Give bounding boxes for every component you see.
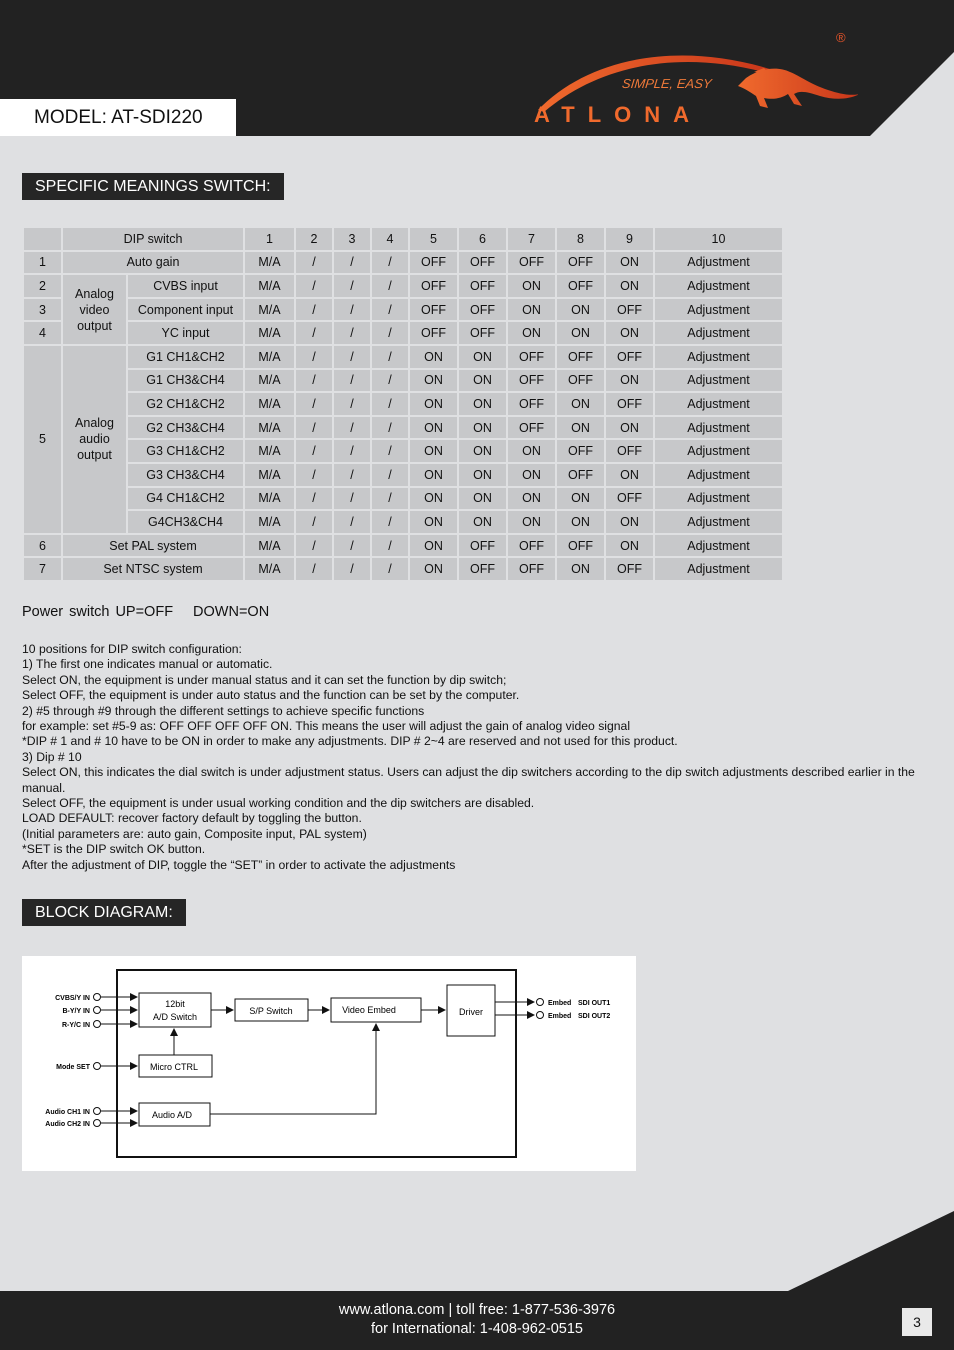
input-audio2-jack	[94, 1120, 101, 1127]
switch-value-cell: /	[372, 558, 408, 580]
switch-value-cell: Adjustment	[655, 464, 782, 486]
switch-value-cell: ON	[508, 511, 555, 533]
model-title: MODEL: AT-SDI220	[34, 107, 203, 128]
dip-switch-table	[22, 226, 784, 582]
switch-value-cell: M/A	[245, 370, 294, 392]
switch-value-cell: OFF	[508, 558, 555, 580]
output-2-jack	[537, 1012, 544, 1019]
input-mode-jack	[94, 1063, 101, 1070]
switch-value-cell: /	[372, 346, 408, 368]
switch-value-cell: ON	[557, 511, 604, 533]
switch-value-cell: ON	[459, 393, 506, 415]
switch-value-cell: Adjustment	[655, 275, 782, 297]
logo-wordmark: ATLONA	[534, 102, 703, 127]
switch-value-cell: ON	[606, 275, 653, 297]
switch-value-cell: Adjustment	[655, 393, 782, 415]
switch-value-cell: Adjustment	[655, 370, 782, 392]
switch-value-cell: OFF	[606, 440, 653, 462]
table-row	[24, 535, 782, 557]
header-cell: 4	[372, 228, 408, 250]
input-by-jack	[94, 1007, 101, 1014]
block-diagram-svg	[22, 956, 636, 1171]
switch-value-cell: OFF	[557, 535, 604, 557]
logo-tagline: SIMPLE, EASY	[621, 76, 713, 91]
switch-value-cell: Adjustment	[655, 346, 782, 368]
switch-value-cell: ON	[410, 440, 457, 462]
switch-value-cell: /	[296, 440, 332, 462]
table-row	[24, 464, 782, 486]
power-up-text: Power switch UP=OFF	[22, 604, 174, 620]
switch-value-cell: /	[334, 440, 370, 462]
switch-value-cell: ON	[508, 440, 555, 462]
switch-value-cell: ON	[557, 322, 604, 344]
switch-value-cell: M/A	[245, 299, 294, 321]
row-label-cell: G2 CH3&CH4	[128, 417, 243, 439]
output-1-label: SDI OUT1	[578, 1000, 611, 1007]
switch-value-cell: M/A	[245, 440, 294, 462]
switch-value-cell: /	[296, 417, 332, 439]
switch-value-cell: ON	[410, 417, 457, 439]
row-label-cell: G1 CH1&CH2	[128, 346, 243, 368]
switch-value-cell: ON	[606, 464, 653, 486]
note-line: for example: set #5-9 as: OFF OFF OFF OFF ON. This means the user will adjust the gain of analog video signal	[22, 719, 631, 734]
note-line: (Initial parameters are: auto gain, Composite input, PAL system)	[22, 826, 367, 841]
switch-value-cell: ON	[606, 511, 653, 533]
switch-value-cell: M/A	[245, 464, 294, 486]
switch-value-cell: /	[334, 417, 370, 439]
switch-value-cell: ON	[410, 464, 457, 486]
switch-section-title: SPECIFIC MEANINGS SWITCH:	[22, 173, 284, 200]
table-row	[24, 346, 782, 368]
row-number-cell: 2	[24, 275, 61, 297]
switch-value-cell: /	[296, 558, 332, 580]
switch-value-cell: /	[334, 535, 370, 557]
row-label-cell: Component input	[128, 299, 243, 321]
switch-value-cell: /	[372, 535, 408, 557]
switch-value-cell: /	[296, 370, 332, 392]
note-line: 1) The first one indicates manual or automatic.	[22, 657, 273, 672]
switch-value-cell: OFF	[557, 346, 604, 368]
dip-notes	[22, 642, 934, 873]
switch-value-cell: OFF	[557, 464, 604, 486]
switch-value-cell: M/A	[245, 322, 294, 344]
power-switch-note	[22, 604, 269, 620]
table-row	[24, 393, 782, 415]
switch-value-cell: Adjustment	[655, 417, 782, 439]
switch-value-cell: ON	[459, 511, 506, 533]
input-ry-jack	[94, 1021, 101, 1028]
switch-value-cell: OFF	[557, 440, 604, 462]
switch-value-cell: ON	[606, 370, 653, 392]
table-row	[24, 417, 782, 439]
table-row	[24, 252, 782, 274]
output-1-jack	[537, 999, 544, 1006]
note-line: After the adjustment of DIP, toggle the “SET” in order to activate the adjustments	[22, 857, 456, 872]
adc-label-2: A/D Switch	[152, 1012, 198, 1022]
switch-value-cell: Adjustment	[655, 440, 782, 462]
switch-value-cell: /	[296, 275, 332, 297]
switch-value-cell: ON	[508, 322, 555, 344]
block-diagram-title: BLOCK DIAGRAM:	[22, 899, 186, 926]
switch-value-cell: Adjustment	[655, 252, 782, 274]
input-cvbs-label: CVBS/Y IN	[55, 995, 90, 1002]
switch-value-cell: OFF	[508, 252, 555, 274]
switch-value-cell: OFF	[410, 275, 457, 297]
switch-value-cell: OFF	[606, 393, 653, 415]
registered-mark: ®	[836, 30, 846, 45]
row-label-cell: Set NTSC system	[63, 558, 243, 580]
sp-switch-label: S/P Switch	[249, 1006, 293, 1016]
switch-value-cell: ON	[508, 275, 555, 297]
switch-value-cell: /	[334, 299, 370, 321]
switch-value-cell: OFF	[459, 299, 506, 321]
table-row	[24, 558, 782, 580]
switch-value-cell: Adjustment	[655, 488, 782, 510]
switch-value-cell: OFF	[410, 299, 457, 321]
switch-value-cell: OFF	[606, 346, 653, 368]
table-row	[24, 275, 782, 297]
header-corner-cut	[870, 52, 954, 136]
switch-value-cell: /	[296, 464, 332, 486]
table-header-row	[24, 228, 782, 250]
switch-value-cell: OFF	[459, 558, 506, 580]
row-number-cell: 5	[24, 346, 61, 533]
switch-value-cell: OFF	[508, 535, 555, 557]
switch-value-cell: Adjustment	[655, 535, 782, 557]
switch-value-cell: /	[296, 488, 332, 510]
switch-value-cell: ON	[557, 417, 604, 439]
header-corner-cell	[24, 228, 61, 250]
switch-value-cell: OFF	[459, 275, 506, 297]
group-audio-cell: Analog audio output	[63, 346, 126, 533]
switch-value-cell: OFF	[606, 299, 653, 321]
switch-value-cell: M/A	[245, 417, 294, 439]
switch-value-cell: OFF	[459, 252, 506, 274]
output-2-label: SDI OUT2	[578, 1013, 611, 1020]
switch-value-cell: ON	[557, 488, 604, 510]
switch-value-cell: ON	[459, 464, 506, 486]
switch-value-cell: M/A	[245, 558, 294, 580]
output-1-embed: Embed	[548, 1000, 572, 1007]
note-line: 2) #5 through #9 through the different settings to achieve specific functions	[22, 703, 425, 718]
output-2-embed: Embed	[548, 1013, 572, 1020]
switch-value-cell: /	[334, 322, 370, 344]
switch-value-cell: /	[372, 370, 408, 392]
row-label-cell: G4 CH1&CH2	[128, 488, 243, 510]
switch-value-cell: ON	[410, 370, 457, 392]
switch-value-cell: OFF	[557, 275, 604, 297]
switch-value-cell: ON	[410, 488, 457, 510]
note-line: LOAD DEFAULT: recover factory default by toggling the button.	[22, 811, 362, 826]
switch-value-cell: M/A	[245, 346, 294, 368]
switch-value-cell: OFF	[508, 346, 555, 368]
switch-value-cell: ON	[459, 370, 506, 392]
switch-value-cell: ON	[508, 299, 555, 321]
switch-value-cell: OFF	[557, 370, 604, 392]
switch-value-cell: ON	[410, 558, 457, 580]
switch-value-cell: /	[372, 488, 408, 510]
switch-value-cell: ON	[508, 488, 555, 510]
row-number-cell: 7	[24, 558, 61, 580]
switch-value-cell: /	[296, 299, 332, 321]
input-ry-label: R-Y/C IN	[62, 1022, 90, 1029]
input-mode-label: Mode SET	[56, 1064, 90, 1071]
switch-value-cell: ON	[410, 346, 457, 368]
row-label-cell: YC input	[128, 322, 243, 344]
input-audio1-label: Audio CH1 IN	[45, 1109, 90, 1116]
table-row	[24, 322, 782, 344]
switch-value-cell: ON	[508, 464, 555, 486]
switch-value-cell: OFF	[459, 322, 506, 344]
switch-value-cell: OFF	[508, 417, 555, 439]
note-line: Select ON, the equipment is under manual status and it can set the function by dip switch;	[22, 672, 507, 687]
row-label-cell: G3 CH1&CH2	[128, 440, 243, 462]
switch-value-cell: /	[334, 275, 370, 297]
switch-value-cell: M/A	[245, 488, 294, 510]
atlona-logo	[528, 28, 858, 128]
micro-ctrl-label: Micro CTRL	[149, 1062, 199, 1072]
switch-value-cell: /	[296, 346, 332, 368]
switch-value-cell: /	[334, 464, 370, 486]
logo-lizard	[738, 68, 858, 108]
row-label-cell: G3 CH3&CH4	[128, 464, 243, 486]
row-number-cell: 3	[24, 299, 61, 321]
switch-value-cell: ON	[557, 558, 604, 580]
group-video-cell: Analog video output	[63, 275, 126, 344]
switch-value-cell: /	[372, 322, 408, 344]
switch-value-cell: /	[296, 511, 332, 533]
power-down-text: DOWN=ON	[193, 604, 270, 620]
switch-value-cell: ON	[557, 393, 604, 415]
note-line: Select OFF, the equipment is under auto status and the function can be set by the computer.	[22, 688, 520, 703]
input-audio2-label: Audio CH2 IN	[45, 1121, 90, 1128]
note-line: *DIP # 1 and # 10 have to be ON in order to make any adjustments. DIP # 2~4 are reserved and not used for this product.	[22, 734, 678, 749]
input-audio1-jack	[94, 1108, 101, 1115]
header-cell: 2	[296, 228, 332, 250]
switch-value-cell: ON	[459, 488, 506, 510]
switch-value-cell: /	[372, 417, 408, 439]
header-cell: 1	[245, 228, 294, 250]
switch-value-cell: ON	[459, 346, 506, 368]
switch-value-cell: ON	[606, 417, 653, 439]
table-row	[24, 370, 782, 392]
note-line: 10 positions for DIP switch configuration:	[22, 642, 242, 656]
switch-value-cell: /	[334, 488, 370, 510]
driver-label: Driver	[459, 1007, 483, 1017]
row-number-cell: 1	[24, 252, 61, 274]
switch-value-cell: OFF	[410, 322, 457, 344]
row-number-cell: 6	[24, 535, 61, 557]
page-number: 3	[902, 1308, 932, 1336]
switch-value-cell: /	[334, 558, 370, 580]
adc-label-1: 12bit	[165, 999, 185, 1009]
audio-ad-label: Audio A/D	[151, 1110, 193, 1120]
header-cell: 3	[334, 228, 370, 250]
switch-value-cell: ON	[606, 252, 653, 274]
dip-table-body	[24, 228, 782, 580]
block-diagram	[22, 956, 636, 1171]
switch-value-cell: /	[372, 252, 408, 274]
switch-value-cell: Adjustment	[655, 558, 782, 580]
note-line: 3) Dip # 10	[22, 749, 82, 764]
switch-value-cell: ON	[606, 322, 653, 344]
switch-value-cell: /	[334, 511, 370, 533]
switch-value-cell: /	[296, 535, 332, 557]
switch-value-cell: /	[296, 393, 332, 415]
switch-value-cell: OFF	[410, 252, 457, 274]
footer-corner	[788, 1211, 954, 1291]
switch-value-cell: Adjustment	[655, 299, 782, 321]
switch-value-cell: ON	[459, 440, 506, 462]
switch-value-cell: Adjustment	[655, 511, 782, 533]
switch-value-cell: OFF	[606, 558, 653, 580]
switch-value-cell: /	[372, 275, 408, 297]
switch-value-cell: ON	[557, 299, 604, 321]
switch-value-cell: OFF	[557, 252, 604, 274]
header-cell: 6	[459, 228, 506, 250]
row-label-cell: Set PAL system	[63, 535, 243, 557]
note-line: Select ON, this indicates the dial switch is under adjustment status. Users can adjust the dip switchers according to the dip switch adjustments described earlier in the manual.	[22, 765, 915, 795]
switch-value-cell: ON	[410, 393, 457, 415]
row-label-cell: G1 CH3&CH4	[128, 370, 243, 392]
header-cell: 7	[508, 228, 555, 250]
header-cell: 9	[606, 228, 653, 250]
note-line: Select OFF, the equipment is under usual working condition and the dip switchers are disabled.	[22, 796, 535, 811]
header-cell: 5	[410, 228, 457, 250]
table-row	[24, 488, 782, 510]
switch-value-cell: M/A	[245, 252, 294, 274]
switch-value-cell: ON	[410, 535, 457, 557]
switch-value-cell: /	[334, 252, 370, 274]
switch-value-cell: M/A	[245, 511, 294, 533]
input-cvbs-jack	[94, 994, 101, 1001]
switch-value-cell: M/A	[245, 275, 294, 297]
switch-value-cell: /	[334, 393, 370, 415]
switch-value-cell: OFF	[459, 535, 506, 557]
switch-value-cell: OFF	[508, 393, 555, 415]
video-embed-label: Video Embed	[342, 1005, 396, 1015]
switch-value-cell: /	[372, 299, 408, 321]
header-cell: DIP switch	[63, 228, 243, 250]
switch-value-cell: /	[372, 393, 408, 415]
row-label-cell: Auto gain	[63, 252, 243, 274]
note-line: *SET is the DIP switch OK button.	[22, 842, 206, 857]
switch-value-cell: Adjustment	[655, 322, 782, 344]
row-label-cell: G2 CH1&CH2	[128, 393, 243, 415]
switch-value-cell: OFF	[508, 370, 555, 392]
table-row	[24, 299, 782, 321]
switch-value-cell: /	[296, 322, 332, 344]
switch-value-cell: /	[372, 464, 408, 486]
switch-value-cell: M/A	[245, 535, 294, 557]
header-cell: 10	[655, 228, 782, 250]
row-label-cell: CVBS input	[128, 275, 243, 297]
switch-value-cell: /	[372, 440, 408, 462]
row-number-cell: 4	[24, 322, 61, 344]
header-cell: 8	[557, 228, 604, 250]
switch-value-cell: /	[334, 346, 370, 368]
model-box	[0, 99, 236, 136]
table-row	[24, 440, 782, 462]
switch-value-cell: OFF	[606, 488, 653, 510]
table-row	[24, 511, 782, 533]
switch-value-cell: ON	[606, 535, 653, 557]
switch-value-cell: /	[296, 252, 332, 274]
switch-value-cell: M/A	[245, 393, 294, 415]
footer-international-phone: for International: 1-408-962-0515	[370, 1321, 583, 1337]
footer-website-phone: www.atlona.com | toll free: 1-877-536-3976	[338, 1302, 616, 1318]
switch-value-cell: ON	[410, 511, 457, 533]
switch-value-cell: ON	[459, 417, 506, 439]
row-label-cell: G4CH3&CH4	[128, 511, 243, 533]
input-by-label: B-Y/Y IN	[62, 1008, 90, 1015]
switch-value-cell: /	[334, 370, 370, 392]
switch-value-cell: /	[372, 511, 408, 533]
